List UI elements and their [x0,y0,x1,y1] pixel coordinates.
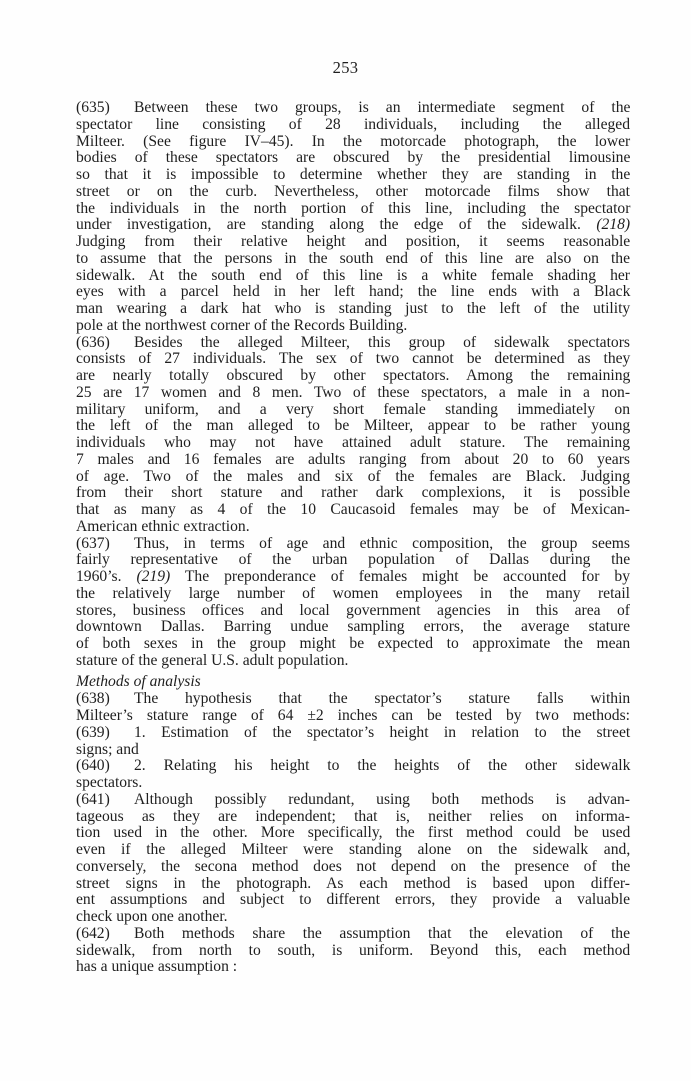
text-line: street signs in the photograph. As each method is based upon differ- [76,874,630,892]
page-body [76,100,630,976]
text-line: sidewalk, from north to south, is uniform. Beyond this, each method [76,941,631,959]
text-line: Judging from their relative height and position, it seems reasonable [76,233,631,250]
paragraph-639 [76,725,630,759]
text-line: under investigation, are standing along the edge of the sidewalk. (218) [76,216,631,234]
paragraph-636 [76,335,630,536]
text-line: even if the alleged Milteer were standing alone on the sidewalk and, [76,841,631,858]
text-line: street or on the curb. Nevertheless, other motorcade films show that [76,182,630,200]
citation-reference: (219) [136,568,171,585]
text-line: (641) Although possibly redundant, using both methods is advan- [76,790,630,808]
citation-reference: (218) [596,216,631,234]
paragraph-number: (635) [76,99,110,116]
text-line: pole at the northwest corner of the Records Building. [76,316,408,334]
text-line: the left of the man alleged to be Milteer, appear to be rather young [76,417,631,435]
text-line: (637) Thus, in terms of age and ethnic composition, the group seems [76,534,630,552]
paragraph-number: (636) [76,333,110,351]
text-line: sidewalk. At the south end of this line is a white female shading her [76,266,630,284]
text-line: tion used in the other. More specifically, the first method could be used [76,824,631,842]
text-line: 25 are 17 women and 8 men. Two of these spectators, a male in a non- [76,383,631,401]
text-line: spectator line consisting of 28 individuals, including the alleged [76,115,630,133]
text-line: individuals who may not have attained adult stature. The remaining [76,434,630,451]
text-line: signs; and [76,740,139,758]
section-heading: Methods of analysis [76,672,201,690]
text-line: from their short stature and rather dark complexions, it is possible [76,484,630,502]
text-line: of age. Two of the males and six of the females are Black. Judging [76,467,630,485]
text-line: so that it is impossible to determine whether they are standing in the [76,166,631,183]
text-line: 7 males and 16 females are adults ranging from about 20 to 60 years [76,450,630,468]
text-line: stature of the general U.S. adult population. [76,651,349,669]
paragraph-635 [76,100,630,335]
text-line: military uniform, and a very short female standing immediately on [76,400,630,418]
text-line: has a unique assumption : [76,958,238,976]
paragraph-638 [76,691,630,725]
paragraph-number: (640) [76,757,110,775]
text-line: man wearing a dark hat who is standing just to the left of the utility [76,300,631,317]
text-line: the individuals in the north portion of this line, including the spectator [76,199,631,217]
text-line: check upon one another. [76,908,228,925]
text-line: Milteer. (See figure IV–45). In the motorcade photograph, the lower [76,132,631,150]
text-line: to assume that the persons in the south end of this line are also on the [76,249,630,267]
text-line: (639) 1. Estimation of the spectator’s height in relation to the street [76,723,631,741]
text-line: are nearly totally obscured by other spectators. Among the remaining [76,367,631,384]
text-line: (640) 2. Relating his height to the heights of the other sidewalk [76,757,631,775]
text-line: consists of 27 individuals. The sex of two cannot be determined as they [76,350,631,368]
text-line: ent assumptions and subject to different errors, they provide a valuable [76,891,630,909]
text-line: (635) Between these two groups, is an intermediate segment of the [76,99,631,116]
text-line: (638) The hypothesis that the spectator’s stature falls within [76,690,631,708]
text-line: (642) Both methods share the assumption that the elevation of the [76,924,630,942]
text-line: tageous as they are independent; that is, neither relies on informa- [76,807,630,825]
text-line: spectators. [76,774,143,791]
paragraph-640 [76,758,630,792]
paragraph-number: (638) [76,690,110,708]
paragraph-642 [76,926,630,976]
text-line: of both sexes in the group might be expected to approximate the mean [76,635,631,652]
text-line: the relatively large number of women employees in the many retail [76,584,630,602]
paragraph-number: (637) [76,534,110,552]
text-line: bodies of these spectators are obscured by the presidential limousine [76,149,631,167]
paragraph-number: (642) [76,924,110,942]
text-line: that as many as 4 of the 10 Caucasoid females may be of Mexican- [76,501,630,518]
paragraph-641 [76,792,630,926]
text-line: American ethnic extraction. [76,517,250,535]
text-line: 1960’s. (219) The preponderance of females might be accounted for by [76,568,630,585]
page-number: 253 [332,58,359,77]
paragraph-number: (639) [76,723,110,741]
text-line: eyes with a parcel held in her left hand; the line ends with a Black [76,283,631,301]
text-line: fairly representative of the urban population of Dallas during the [76,551,631,569]
text-line: (636) Besides the alleged Milteer, this group of sidewalk spectators [76,333,630,351]
text-line: stores, business offices and local government agencies in this area of [76,601,630,619]
text-line: conversely, the secona method does not depend on the presence of the [76,857,631,875]
text-line: Milteer’s stature range of 64 ±2 inches can be tested by two methods: [76,707,630,724]
paragraph-number: (641) [76,790,110,808]
paragraph-637 [76,536,630,670]
text-line: downtown Dallas. Barring undue sampling errors, the average stature [76,618,631,636]
